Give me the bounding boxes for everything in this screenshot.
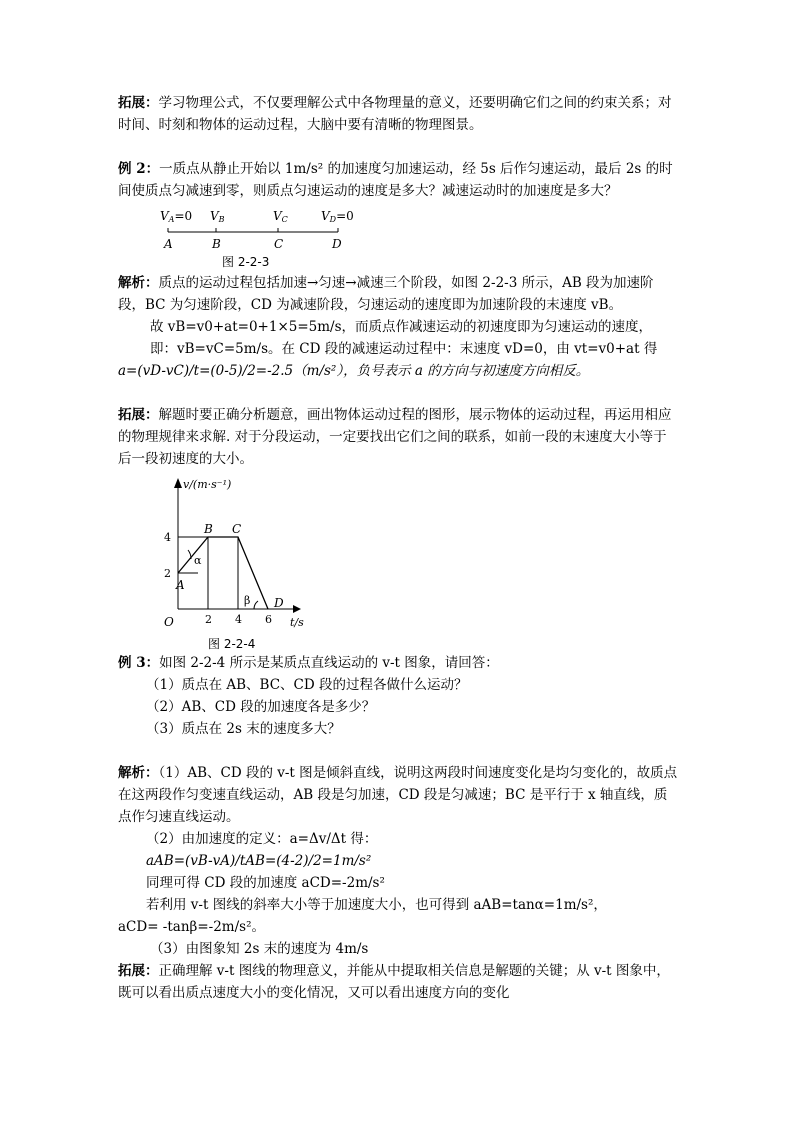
solution-2-line-2: 故 vB=v0+at=0+1×5=5m/s，而质点作减速运动的初速度即为匀速运动的速度，即：vB=vC=5m/s。在 CD 段的减速运动过程中：末速度 vD=0，由 vt=v0+at 得 xyxy=(150,319,658,357)
chart-point-labels xyxy=(175,522,284,610)
x-tick-label: 4 xyxy=(235,613,242,626)
extension-text: 学习物理公式，不仅要理解公式中各物理量的意义，还要明确它们之间的约束关系；对时间、时刻和物体的运动过程，大脑中要有清晰的物理图景。 xyxy=(118,95,672,133)
angle-beta-label: β xyxy=(244,594,251,607)
solution-label: 解析 xyxy=(118,275,145,291)
example-3-q2: （2）AB、CD 段的加速度各是多少？ xyxy=(146,699,376,715)
x-axis-arrow xyxy=(293,605,301,613)
y-axis-label: v/(m·s⁻¹) xyxy=(183,478,232,491)
extension-paragraph-2: 拓展：解题时要正确分析题意，画出物体运动过程的图形，展示物体的运动过程，再运用相应的物理规律来求解. 对于分段运动，一定要找出它们之间的联系，如前一段的末速度大小等于后一段初速度的大小。 xyxy=(118,407,672,467)
point-d: D xyxy=(332,237,342,251)
solution-3-answer-3: （3）由图象知 2s 末的速度为 4m/s xyxy=(150,941,369,957)
figure-2-2-4 xyxy=(118,474,678,652)
solution-3-answer-1: 解析：（1）AB、CD 段的 v-t 图是倾斜直线，说明这两段时间速度变化是均匀变化的，故质点在这两段作匀变速直线运动，AB 段是匀加速，CD 段是匀减速；BC 是平行于 x 轴直线，质点作匀速直线运动。 xyxy=(118,765,678,825)
extension-paragraph-3: 拓展：正确理解 v-t 图线的物理意义，并能从中提取相关信息是解题的关键；从 v-t 图象中，既可以看出质点速度大小的变化情况，又可以看出速度方向的变化 xyxy=(118,963,670,1001)
document-page xyxy=(118,92,678,1004)
example-3-q3: （3）质点在 2s 末的速度多大？ xyxy=(146,721,341,737)
solution-3-answer-2: （2）由加速度的定义：a=Δv/Δt 得： xyxy=(146,831,378,847)
extension-paragraph-1: 拓展：学习物理公式，不仅要理解公式中各物理量的意义，还要明确它们之间的约束关系；对时间、时刻和物体的运动过程，大脑中要有清晰的物理图景。 xyxy=(118,95,672,133)
point-b: B xyxy=(212,237,221,251)
solution-2-line-3: a=(vD-vC)/t=(0-5)/2=-2.5（m/s²），负号表示 a 的方向与初速度方向相反。 xyxy=(118,363,590,379)
example-3-question: 例 3：如图 2-2-4 所示是某质点直线运动的 v-t 图象，请回答： xyxy=(118,655,499,671)
x-axis-label: t/s xyxy=(290,616,304,629)
solution-3-cd: 同理可得 CD 段的加速度 aCD=-2m/s² xyxy=(146,875,385,891)
timeline-diagram xyxy=(118,206,378,270)
figure-caption: 图 2-2-3 xyxy=(222,255,270,269)
velocity-label-d: VD=0 xyxy=(321,209,354,224)
solution-3-formula: aAB=(vB-vA)/tAB=(4-2)/2=1m/s² xyxy=(146,853,372,869)
y-axis-arrow xyxy=(174,478,182,488)
x-tick-label: 2 xyxy=(205,613,212,626)
figure-caption: 图 2-2-4 xyxy=(208,637,256,651)
y-tick-label: 4 xyxy=(164,531,171,544)
example-label: 例 2 xyxy=(118,161,146,177)
point-c: C xyxy=(274,237,284,251)
solution-3-slope: 若利用 v-t 图线的斜率大小等于加速度大小，也可得到 aAB=tanα=1m/s²， xyxy=(146,897,607,913)
point-label-b: B xyxy=(204,522,213,536)
velocity-label-c: VC xyxy=(273,209,288,224)
point-label-a: A xyxy=(176,578,185,592)
solution-3-slope-2: aCD= -tanβ=-2m/s²。 xyxy=(118,919,265,935)
x-tick-label: 6 xyxy=(265,613,272,626)
velocity-label-a: VA=0 xyxy=(160,209,193,224)
vt-graph xyxy=(118,474,318,652)
velocity-label-b: VB xyxy=(210,209,225,224)
solution-2-line-1: 解析：质点的运动过程包括加速→匀速→减速三个阶段，如图 2-2-3 所示，AB 段为加速阶段，BC 为匀速阶段，CD 为减速阶段，匀速运动的速度即为加速阶段的末速度 vB。 xyxy=(118,275,654,313)
example-2-question: 例 2：一质点从静止开始以 1m/s² 的加速度匀加速运动，经 5s 后作匀速运动，最后 2s 的时间使质点匀减速到零，则质点匀速运动的速度是多大？减速运动时的加速度是多大？ xyxy=(118,161,673,199)
chart-guides xyxy=(178,537,238,609)
example-text: 一质点从静止开始以 1m/s² 的加速度匀加速运动，经 5s 后作匀速运动，最后 2s 的时间使质点匀减速到零，则质点匀速运动的速度是多大？减速运动时的加速度是多大？ xyxy=(118,161,673,199)
figure-2-2-3 xyxy=(118,206,678,270)
extension-label: 拓展 xyxy=(118,95,145,111)
angle-alpha-arc xyxy=(188,550,191,559)
example-3-q1: （1）质点在 AB、BC、CD 段的过程各做什么运动？ xyxy=(146,677,468,693)
y-tick-label: 2 xyxy=(164,567,171,580)
point-label-c: C xyxy=(232,522,242,536)
point-a: A xyxy=(164,237,173,251)
angle-beta-arc xyxy=(254,601,258,609)
angle-alpha-label: α xyxy=(194,554,202,567)
point-label-d: D xyxy=(274,596,284,610)
origin-label: O xyxy=(164,615,174,629)
